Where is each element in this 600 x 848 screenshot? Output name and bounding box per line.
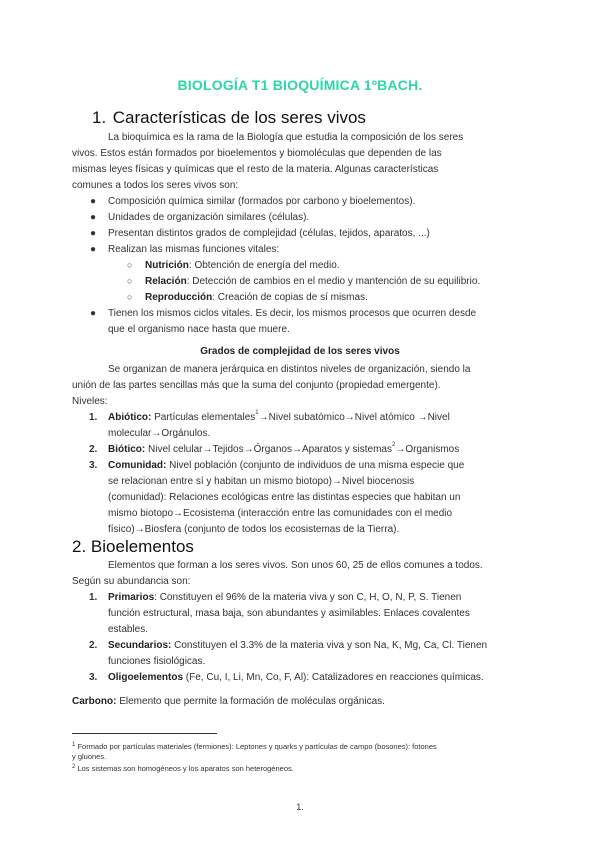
bullet-continuation: que el organismo nace hasta que muere. [108, 324, 290, 335]
bullet-item: ● Composición química similar (formados por carbono y bioelementos). [90, 196, 416, 207]
bioelement-item-primary: 1. Primarios: Constituyen el 96% de la materia viva y son C, H, O, N, P, S. Tienen [89, 592, 462, 603]
footnote-2: $^2$ Los sistemas son homogéneos y los aparatos son heterogéneos. [72, 764, 294, 773]
bullet-item: ● Unidades de organización similares (células). [90, 212, 310, 223]
section-1-intro-line: vivos. Estos están formados por bioelementos y biomoléculas que dependen de las [72, 148, 442, 159]
section-1-intro-line: La bioquímica es la rama de la Biología que estudia la composición de los seres [108, 132, 464, 143]
document-title: BIOLOGÍA T1 BIOQUÍMICA 1ºBACH. [177, 77, 423, 93]
level-continuation: molecular→Orgánulos. [108, 428, 211, 439]
level-item-abiotic: 1. Abiótico: Partículas elementales$^1$→Nivel subatómico→Nivel atómico →Nivel [89, 410, 450, 423]
sub-bullet-item: ○ Reproducción: Creación de copias de sí mismas. [127, 292, 368, 303]
bioelement-continuation: función estructural, masa baja, son abundantes y asimilables. Enlaces covalentes [108, 608, 470, 619]
section-1-heading [92, 108, 366, 128]
bullet-item: ● Presentan distintos grados de complejidad (células, tejidos, aparatos, ...) [90, 228, 430, 239]
bioelement-continuation: estables. [108, 624, 149, 635]
section-1-intro-line: comunes a todos los seres vivos son: [72, 180, 239, 191]
level-continuation: (comunidad): Relaciones ecológicas entre las distintas especies que habitan un [108, 492, 461, 503]
bioelement-item-secondary: 2. Secundarios: Constituyen el 3.3% de la materia viva y son Na, K, Mg, Ca, Cl. Tienen [89, 640, 488, 651]
section-2-number: 2. [72, 537, 87, 556]
carbon-paragraph: Carbono: Elemento que permite la formación de moléculas orgánicas. [72, 696, 385, 707]
complexity-intro-line: Se organizan de manera jerárquica en distintos niveles de organización, siendo la [108, 364, 471, 375]
section-2-intro-line: Elementos que forman a los seres vivos. Son unos 60, 25 de ellos comunes a todos. [108, 560, 483, 571]
section-2-title: Bioelementos [90, 537, 194, 556]
footnote-1: $^1$ Formado por partículas materiales (fermiones): Leptones y quarks y partículas de campo (bosones): fotones y gluones. [72, 742, 437, 761]
section-1-title: Características de los seres vivos [112, 108, 366, 127]
bioelement-continuation: funciones fisiológicas. [108, 656, 206, 667]
level-item-biotic: 2. Biótico: Nivel celular→Tejidos→Órganos→Aparatos y sistemas$^2$→Organismos [89, 442, 460, 455]
bioelement-item-trace: 3. Oligoelementos (Fe, Cu, I, Li, Mn, Co, F, Al): Catalizadores en reacciones químicas. [89, 672, 484, 683]
complexity-heading: Grados de complejidad de los seres vivos [200, 346, 400, 357]
level-continuation: se relacionan entre sí y habitan un mismo biotopo)→Nivel biocenosis [108, 476, 415, 487]
footnote-separator [72, 733, 217, 734]
section-2-intro-line: Según su abundancia son: [72, 576, 191, 587]
section-1-number: 1. [92, 108, 107, 127]
bullet-item: ● Tienen los mismos ciclos vitales. Es decir, los mismos procesos que ocurren desde [90, 308, 477, 319]
page-number: 1. [296, 802, 304, 812]
sub-bullet-item: ○ Relación: Detección de cambios en el medio y mantención de su equilibrio. [127, 276, 481, 287]
level-continuation: mismo biotopo→Ecosistema (interacción entre las comunidades con el medio [108, 508, 453, 519]
complexity-intro-line: Niveles: [72, 396, 108, 407]
complexity-intro-line: unión de las partes sencillas más que la suma del conjunto (propiedad emergente). [72, 380, 441, 391]
section-1-intro-line: mismas leyes físicas y químicas que el resto de la materia. Algunas características [72, 164, 439, 175]
sub-bullet-item: ○ Nutrición: Obtención de energía del medio. [127, 260, 340, 271]
level-item-community: 3. Comunidad: Nivel población (conjunto de individuos de una misma especie que [89, 460, 465, 471]
bullet-item: ● Realizan las mismas funciones vitales: [90, 244, 280, 255]
level-continuation: físico)→Biosfera (conjunto de todos los ecosistemas de la Tierra). [108, 524, 400, 535]
section-2-heading [72, 537, 194, 557]
